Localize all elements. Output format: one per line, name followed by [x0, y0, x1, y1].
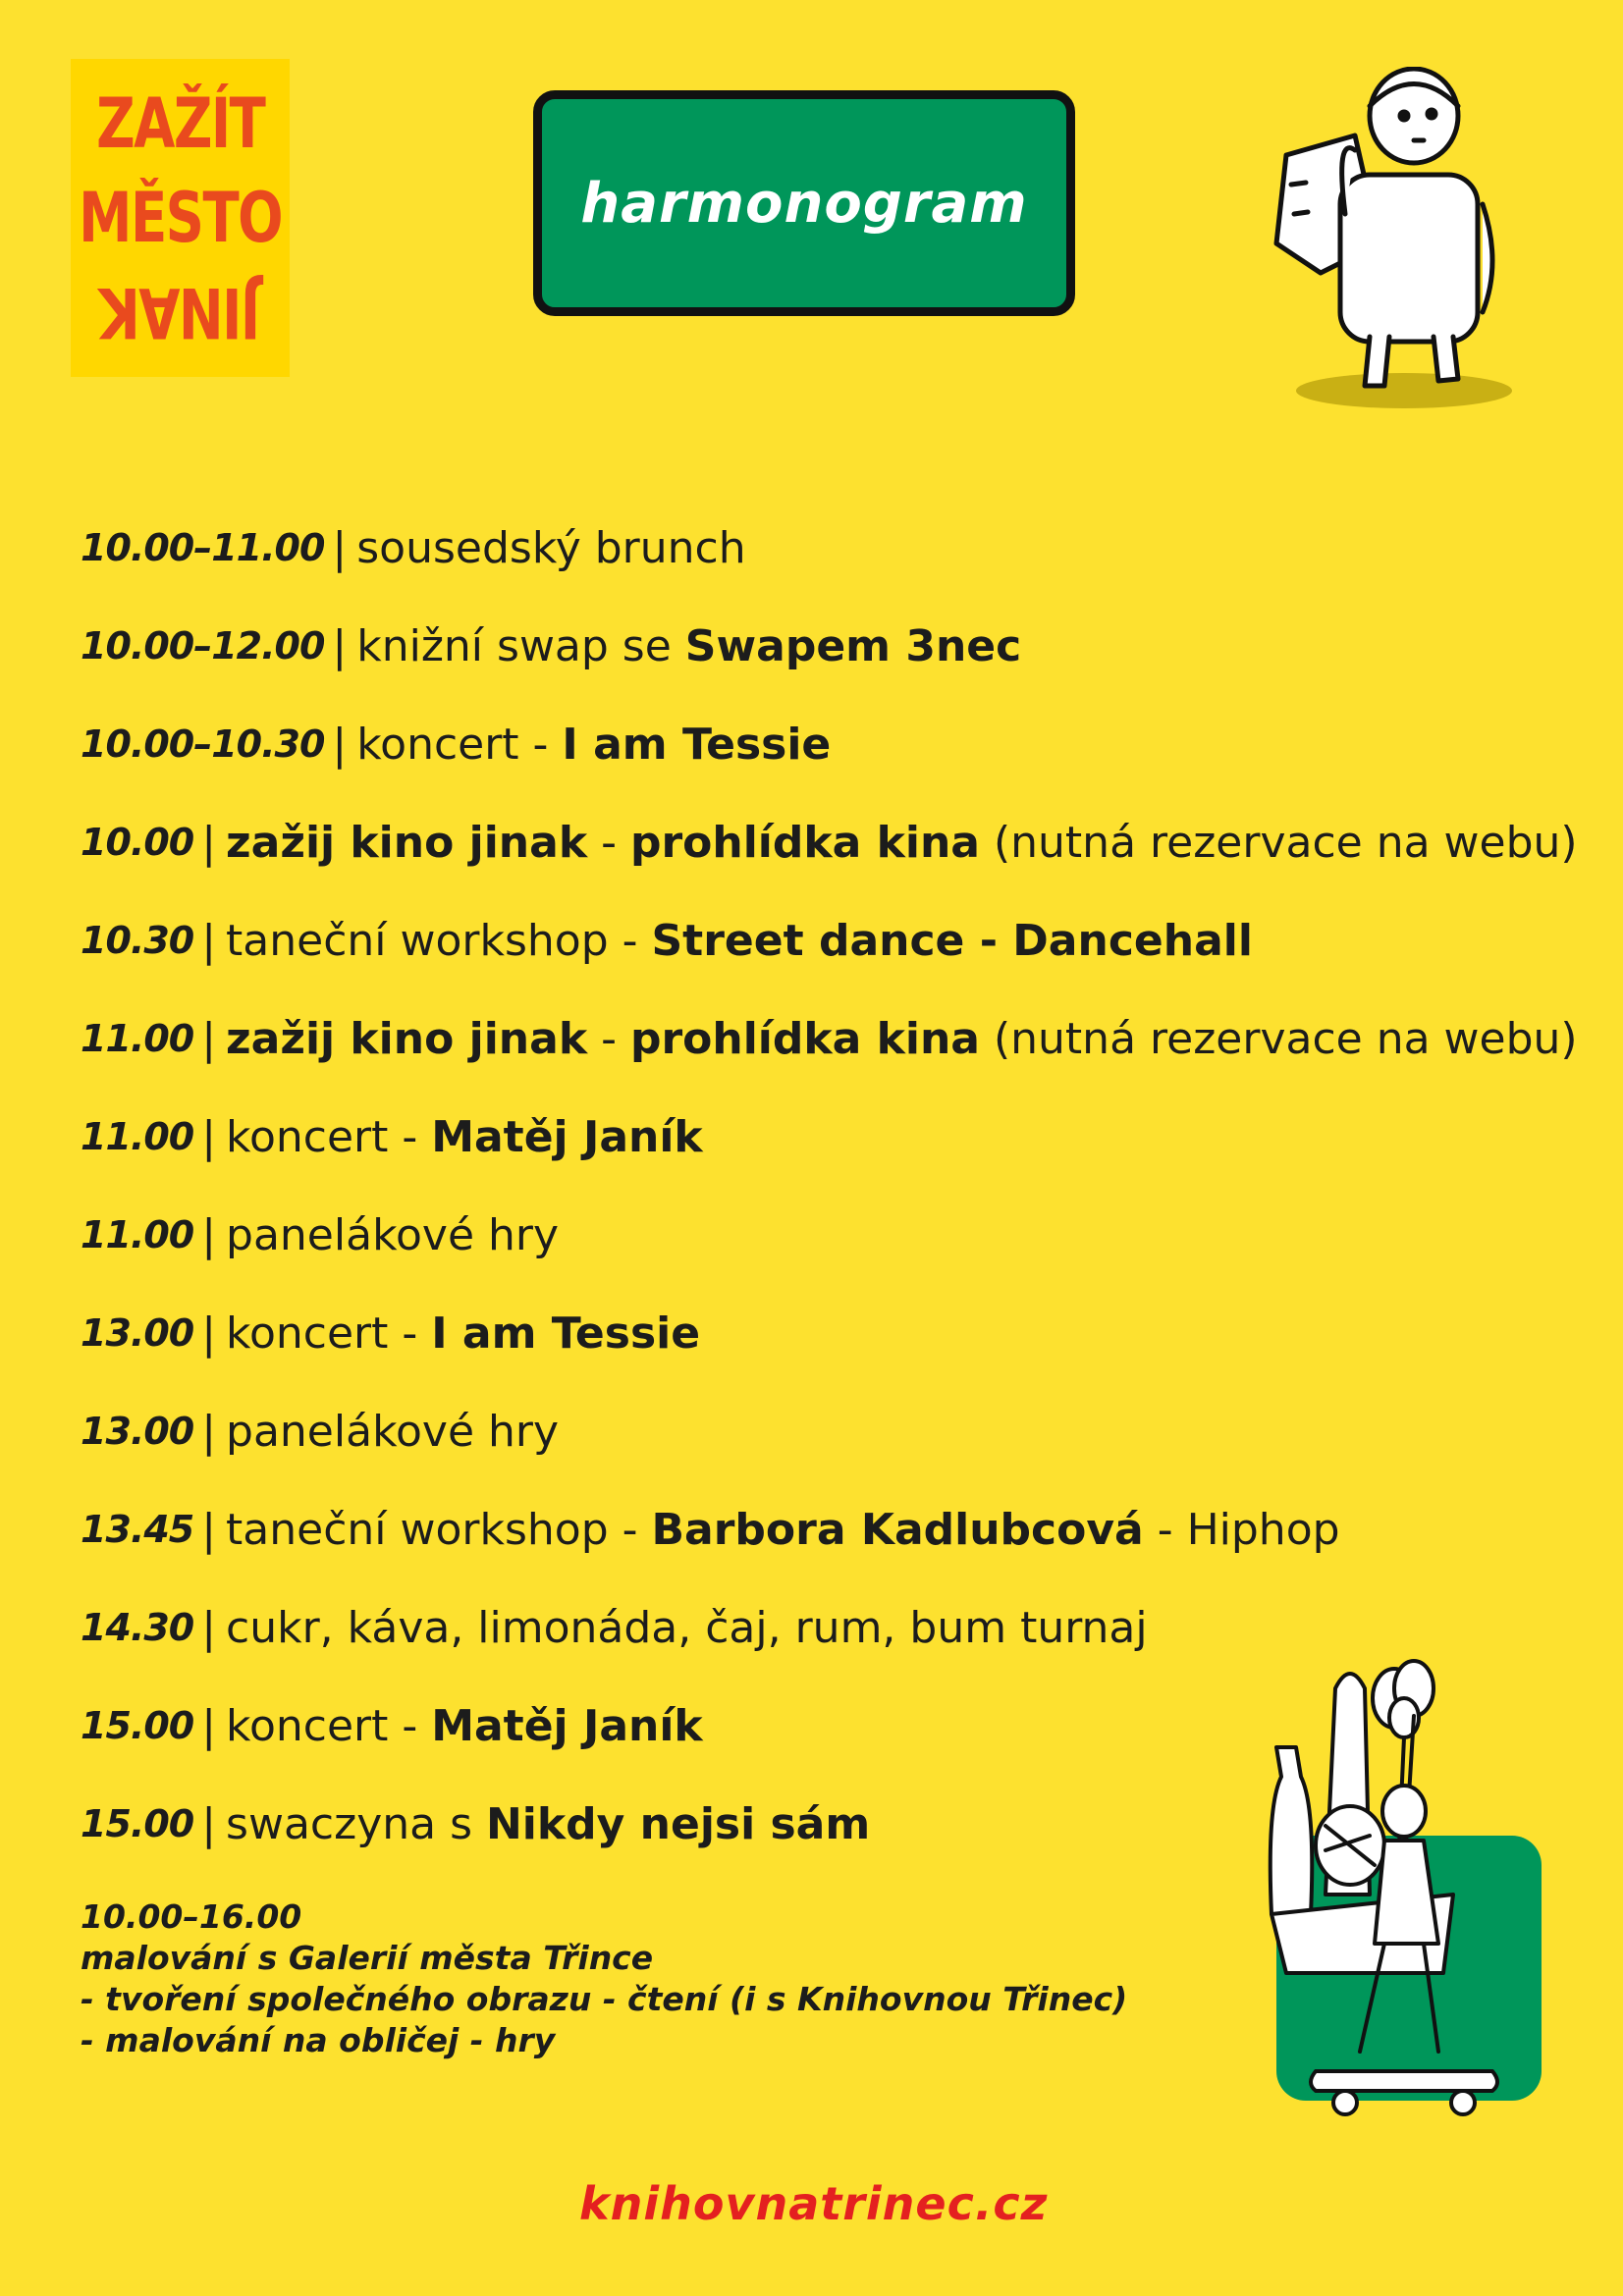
schedule-text: (nutná rezervace na webu) [980, 1013, 1578, 1064]
schedule-text: prohlídka kina [629, 1013, 980, 1064]
person-with-backpack-illustration [1247, 67, 1542, 420]
schedule-time: 11.00 [81, 1017, 194, 1060]
schedule-text: koncert - [226, 1111, 432, 1162]
separator: | [332, 719, 348, 770]
schedule-item [81, 499, 1553, 597]
schedule-item [81, 1382, 1553, 1480]
separator: | [201, 1504, 217, 1555]
schedule-text: zažij kino jinak [226, 817, 588, 868]
separator: | [201, 915, 217, 966]
separator: | [201, 1308, 217, 1359]
schedule-item [81, 695, 1553, 793]
schedule-item [81, 989, 1578, 1088]
schedule-time: 14.30 [81, 1606, 194, 1649]
separator: | [201, 1798, 217, 1849]
zazit-mesto-jinak-logo [71, 59, 290, 377]
separator: | [201, 1111, 217, 1162]
separator: | [332, 620, 348, 671]
schedule-time: 11.00 [81, 1213, 194, 1256]
schedule-text: (nutná rezervace na webu) [980, 817, 1578, 868]
schedule-time: 13.00 [81, 1410, 194, 1453]
painting-program [81, 1896, 1127, 2061]
schedule-item [81, 1186, 1553, 1284]
schedule-time: 10.30 [81, 919, 194, 962]
schedule-text: koncert - [226, 1308, 432, 1359]
schedule-item [81, 597, 1553, 695]
schedule-text: taneční workshop - [226, 1504, 652, 1555]
schedule-text: swaczyna s [226, 1798, 486, 1849]
logo-line-1: ZAŽÍT [95, 83, 265, 164]
schedule-text: cukr, káva, limonáda, čaj, rum, bum turnaj [226, 1602, 1148, 1653]
separator: | [201, 1406, 217, 1457]
schedule-item [81, 793, 1578, 891]
schedule-text: - [587, 1013, 630, 1064]
schedule-text: I am Tessie [562, 719, 832, 770]
schedule-text: zažij kino jinak [226, 1013, 588, 1064]
logo-line-3: JINAK [99, 272, 261, 352]
schedule-text: koncert - [226, 1700, 432, 1751]
painting-line-2: - tvoření společného obrazu - čtení (i s Knihovnou Třinec) [81, 1980, 1128, 2018]
schedule-text: knižní swap se [356, 620, 685, 671]
logo-line-2: MĚSTO [79, 178, 282, 258]
schedule-time: 11.00 [81, 1115, 194, 1158]
schedule-item [81, 1088, 1553, 1186]
page-title: harmonogram [580, 171, 1028, 236]
schedule-time: 10.00–11.00 [81, 526, 325, 569]
schedule-text: koncert - [356, 719, 563, 770]
separator: | [201, 1209, 217, 1260]
schedule-time: 15.00 [81, 1802, 194, 1845]
schedule-item [81, 1480, 1553, 1578]
schedule-time: 15.00 [81, 1704, 194, 1747]
title-banner [533, 90, 1075, 316]
schedule-text: Barbora Kadlubcová [651, 1504, 1144, 1555]
schedule-text: Nikdy nejsi sám [485, 1798, 871, 1849]
schedule-text: Matěj Janík [431, 1111, 703, 1162]
skateboarder-with-shopping-illustration [1257, 1659, 1561, 2120]
schedule-time: 10.00 [81, 821, 194, 864]
schedule-time: 10.00–10.30 [81, 722, 325, 766]
schedule-time: 13.00 [81, 1311, 194, 1355]
schedule-text: Street dance - Dancehall [651, 915, 1253, 966]
schedule-time: 13.45 [81, 1508, 194, 1551]
painting-line-1: malování s Galerií města Třince [81, 1939, 654, 1977]
separator: | [332, 522, 348, 573]
schedule-text: panelákové hry [226, 1209, 560, 1260]
separator: | [201, 1700, 217, 1751]
schedule-text: I am Tessie [431, 1308, 701, 1359]
schedule-item [81, 1284, 1553, 1382]
separator: | [201, 1013, 217, 1064]
painting-line-3: - malování na obličej - hry [81, 2021, 556, 2059]
schedule-item [81, 891, 1553, 989]
schedule-text: sousedský brunch [356, 522, 746, 573]
schedule-text: - [587, 817, 630, 868]
separator: | [201, 1602, 217, 1653]
website-link[interactable]: knihovnatrinec.cz [579, 2177, 1049, 2230]
painting-time: 10.00–16.00 [81, 1897, 302, 1936]
separator: | [201, 817, 217, 868]
schedule-text: - Hiphop [1143, 1504, 1340, 1555]
schedule-text: prohlídka kina [629, 817, 980, 868]
schedule-time: 10.00–12.00 [81, 624, 325, 667]
schedule-text: Swapem 3nec [684, 620, 1022, 671]
schedule-text: Matěj Janík [431, 1700, 703, 1751]
schedule-text: taneční workshop - [226, 915, 652, 966]
schedule-text: panelákové hry [226, 1406, 560, 1457]
